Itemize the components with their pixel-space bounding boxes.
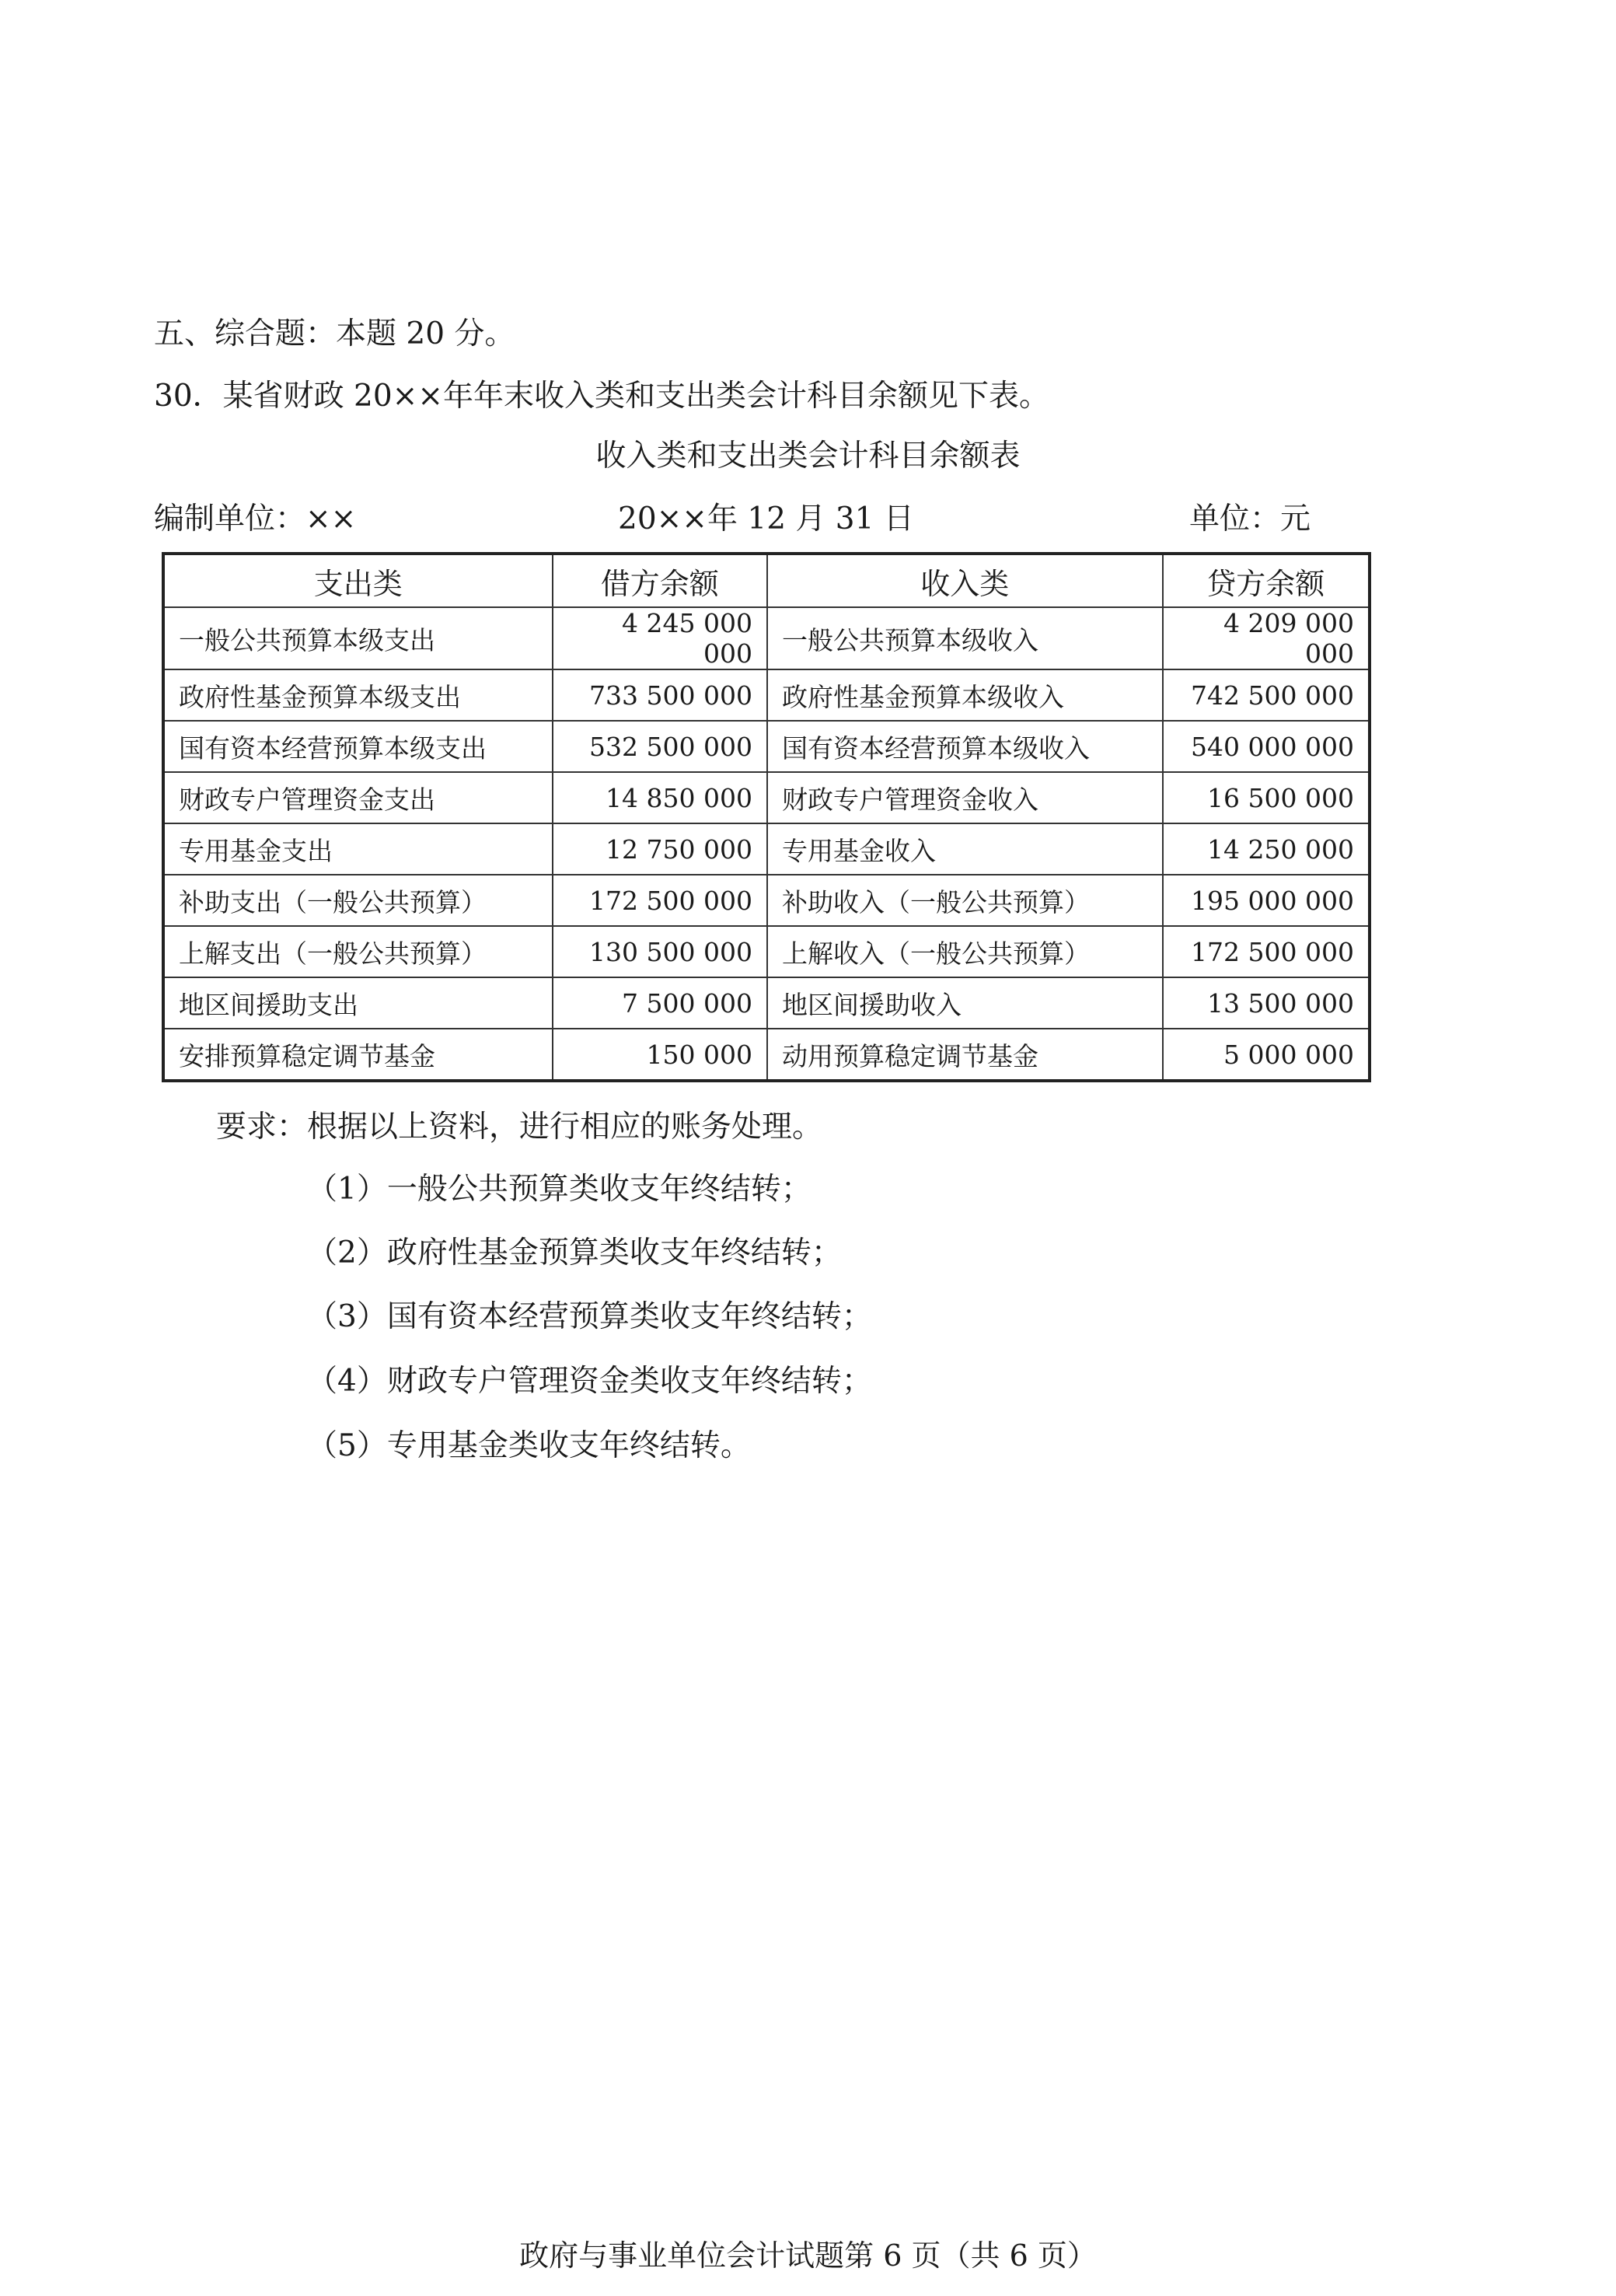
income-cell: 补助收入（一般公共预算）	[767, 875, 1163, 926]
table-row	[163, 721, 1370, 772]
question-text: 30．某省财政 20××年年末收入类和支出类会计科目余额见下表。	[154, 379, 1050, 414]
credit-cell: 14 250 000	[1163, 823, 1370, 875]
debit-cell: 14 850 000	[553, 772, 767, 823]
income-cell: 财政专户管理资金收入	[767, 772, 1163, 823]
expense-cell: 专用基金支出	[163, 823, 553, 875]
header-expense: 支出类	[163, 554, 553, 607]
credit-cell: 16 500 000	[1163, 772, 1370, 823]
table-header-row	[163, 554, 1370, 607]
credit-cell: 4 209 000 000	[1163, 607, 1370, 669]
credit-cell: 540 000 000	[1163, 721, 1370, 772]
income-cell: 一般公共预算本级收入	[767, 607, 1163, 669]
table-row	[163, 607, 1370, 669]
table-row	[163, 1029, 1370, 1081]
debit-cell: 12 750 000	[553, 823, 767, 875]
income-cell: 政府性基金预算本级收入	[767, 669, 1163, 721]
income-cell: 地区间援助收入	[767, 977, 1163, 1029]
table-title: 收入类和支出类会计科目余额表	[595, 439, 1021, 474]
debit-cell: 4 245 000 000	[553, 607, 767, 669]
table-row	[163, 823, 1370, 875]
table-row	[163, 772, 1370, 823]
table-date: 20××年 12 月 31 日	[618, 501, 914, 536]
header-credit: 贷方余额	[1163, 554, 1370, 607]
credit-cell: 742 500 000	[1163, 669, 1370, 721]
expense-cell: 财政专户管理资金支出	[163, 772, 553, 823]
section-heading: 五、综合题：本题 20 分。	[154, 316, 515, 351]
debit-cell: 150 000	[553, 1029, 767, 1081]
expense-cell: 一般公共预算本级支出	[163, 607, 553, 669]
debit-cell: 130 500 000	[553, 926, 767, 977]
requirement-item: （1）一般公共预算类收支年终结转；	[307, 1172, 811, 1207]
expense-cell: 国有资本经营预算本级支出	[163, 721, 553, 772]
expense-cell: 上解支出（一般公共预算）	[163, 926, 553, 977]
table-row	[163, 926, 1370, 977]
requirement-item: （4）财政专户管理资金类收支年终结转；	[307, 1364, 872, 1399]
page-footer: 政府与事业单位会计试题第 6 页（共 6 页）	[519, 2238, 1097, 2273]
expense-cell: 地区间援助支出	[163, 977, 553, 1029]
expense-cell: 安排预算稳定调节基金	[163, 1029, 553, 1081]
credit-cell: 195 000 000	[1163, 875, 1370, 926]
expense-cell: 政府性基金预算本级支出	[163, 669, 553, 721]
credit-cell: 172 500 000	[1163, 926, 1370, 977]
table-row	[163, 977, 1370, 1029]
income-cell: 上解收入（一般公共预算）	[767, 926, 1163, 977]
credit-cell: 5 000 000	[1163, 1029, 1370, 1081]
income-cell: 专用基金收入	[767, 823, 1163, 875]
table-row	[163, 875, 1370, 926]
requirement-item: （5）专用基金类收支年终结转。	[307, 1428, 751, 1463]
credit-cell: 13 500 000	[1163, 977, 1370, 1029]
expense-cell: 补助支出（一般公共预算）	[163, 875, 553, 926]
requirement-text: 要求：根据以上资料，进行相应的账务处理。	[216, 1110, 823, 1145]
currency-unit: 单位：元	[1189, 501, 1311, 536]
income-cell: 动用预算稳定调节基金	[767, 1029, 1163, 1081]
requirement-item: （2）政府性基金预算类收支年终结转；	[307, 1235, 842, 1270]
requirement-item: （3）国有资本经营预算类收支年终结转；	[307, 1299, 872, 1334]
table-row	[163, 669, 1370, 721]
header-debit: 借方余额	[553, 554, 767, 607]
income-cell: 国有资本经营预算本级收入	[767, 721, 1163, 772]
compiling-unit: 编制单位：××	[154, 501, 357, 536]
header-income: 收入类	[767, 554, 1163, 607]
debit-cell: 733 500 000	[553, 669, 767, 721]
debit-cell: 7 500 000	[553, 977, 767, 1029]
balance-table	[162, 552, 1371, 1082]
debit-cell: 532 500 000	[553, 721, 767, 772]
debit-cell: 172 500 000	[553, 875, 767, 926]
